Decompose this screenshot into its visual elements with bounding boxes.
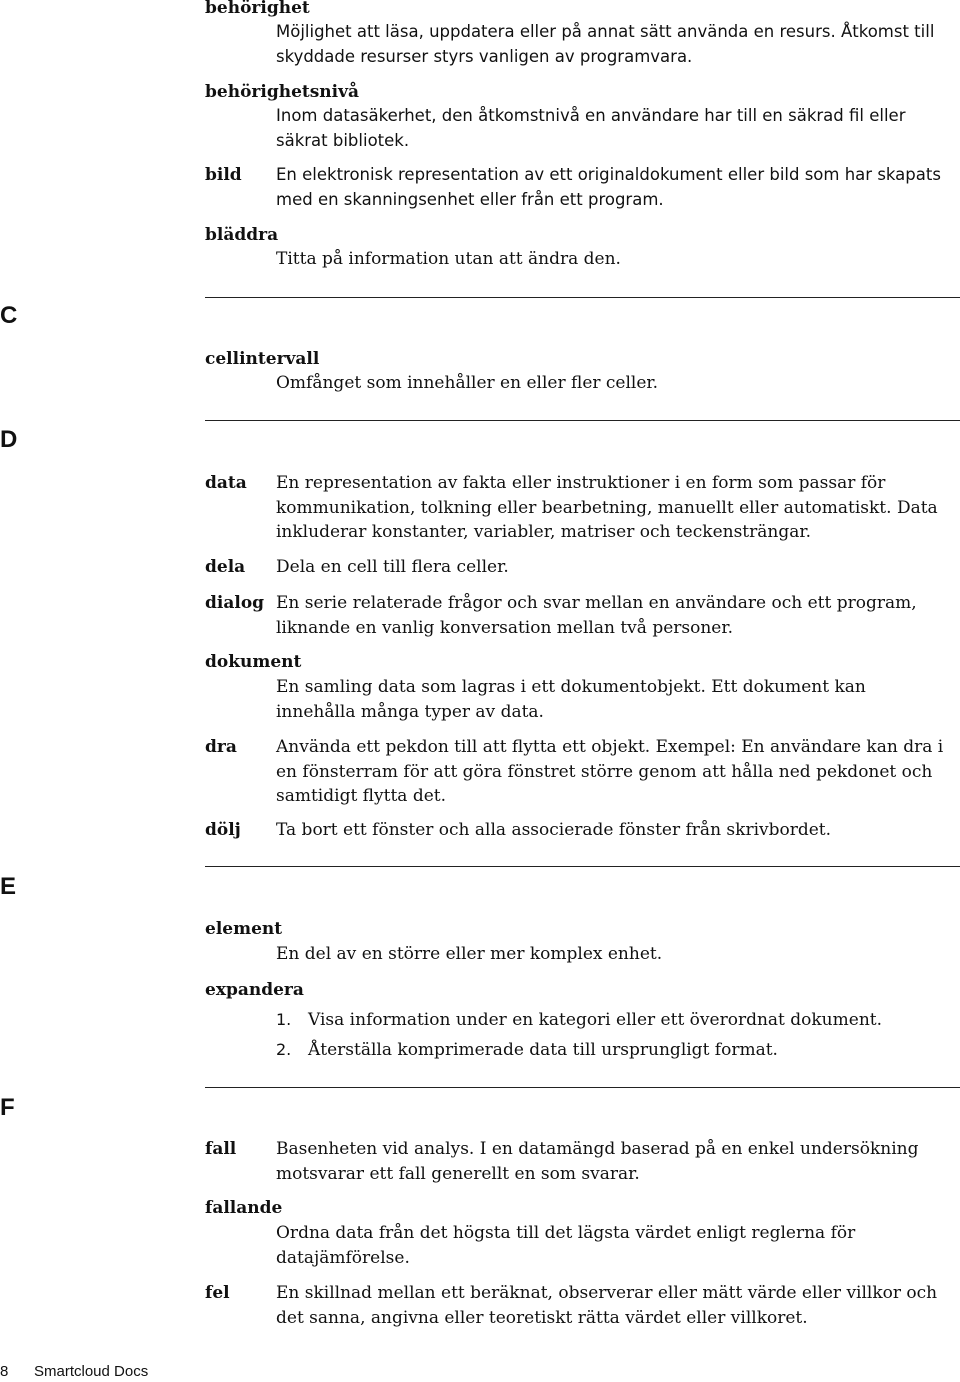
section-divider-c	[205, 297, 960, 298]
list-item-number: 2.	[276, 1040, 292, 1059]
definition-dela: Dela en cell till flera celler.	[276, 557, 509, 577]
section-divider-e	[205, 866, 960, 867]
term-element: element	[205, 919, 283, 939]
section-letter-c: C	[0, 302, 18, 329]
list-item-text: Visa information under en kategori eller ett överordnat dokument.	[308, 1010, 882, 1030]
page-number: 8	[0, 1363, 9, 1380]
term-dolj: dölj	[205, 820, 241, 840]
definition-fel: En skillnad mellan ett beräknat, observerar eller mätt värde eller villkor och det sanna, angivna eller teoretiskt rätta värdet eller villkoret.	[276, 1283, 938, 1328]
section-divider-f	[205, 1087, 960, 1088]
term-dokument: dokument	[205, 652, 302, 672]
list-item	[276, 1008, 882, 1032]
definition-behorighetsniva: Inom datasäkerhet, den åtkomstnivå en användare har till en säkrad fil eller säkrat bibliotek.	[276, 106, 906, 150]
term-dela: dela	[205, 557, 246, 577]
term-data: data	[205, 473, 247, 493]
term-behorighetsniva: behörighetsnivå	[205, 82, 360, 102]
definition-dokument: En samling data som lagras i ett dokumentobjekt. Ett dokument kan innehålla många typer av data.	[276, 677, 866, 722]
term-fallande: fallande	[205, 1198, 283, 1218]
page-footer	[0, 1362, 148, 1382]
definition-fall: Basenheten vid analys. I en datamängd baserad på en enkel undersökning motsvarar ett fall generellt en som svarar.	[276, 1139, 919, 1184]
term-dra: dra	[205, 737, 237, 757]
term-fel: fel	[205, 1283, 230, 1303]
section-divider-d	[205, 420, 960, 421]
definition-behorighet: Möjlighet att läsa, uppdatera eller på annat sätt använda en resurs. Åtkomst till skyddade resurser styrs vanligen av programvara.	[276, 22, 935, 66]
definition-bild: En elektronisk representation av ett originaldokument eller bild som har skapats med en skanningsenhet eller från ett program.	[276, 165, 941, 209]
definition-dialog: En serie relaterade frågor och svar mellan en användare och ett program, liknande en vanlig konversation mellan två personer.	[276, 593, 917, 638]
list-item	[276, 1038, 778, 1062]
definition-data: En representation av fakta eller instruktioner i en form som passar för kommunikation, tolkning eller bearbetning, manuellt eller automatiskt. Data inkluderar konstanter, variabler, matriser och teckensträngar.	[276, 473, 938, 542]
definition-dolj: Ta bort ett fönster och alla associerade fönster från skrivbordet.	[276, 820, 832, 840]
term-cellintervall: cellintervall	[205, 349, 320, 369]
term-bild: bild	[205, 165, 242, 185]
term-behorighet: behörighet	[205, 0, 310, 18]
list-item-text: Återställa komprimerade data till ursprungligt format.	[308, 1040, 778, 1060]
definition-dra: Använda ett pekdon till att flytta ett objekt. Exempel: En användare kan dra i en fönsterram för att göra fönstret större genom att hålla ned pekdonet och samtidigt flytta det.	[276, 737, 944, 806]
definition-cellintervall: Omfånget som innehåller en eller fler celler.	[276, 373, 659, 393]
list-item-number: 1.	[276, 1010, 292, 1029]
section-letter-d: D	[0, 426, 18, 453]
term-dialog: dialog	[205, 593, 265, 613]
definition-fallande: Ordna data från det högsta till det lägsta värdet enligt reglerna för datajämförelse.	[276, 1223, 856, 1268]
term-fall: fall	[205, 1139, 237, 1159]
definition-element: En del av en större eller mer komplex enhet.	[276, 944, 663, 964]
term-bladdra: bläddra	[205, 225, 279, 245]
definition-bladdra: Titta på information utan att ändra den.	[276, 249, 621, 269]
section-letter-e: E	[0, 873, 17, 900]
term-expandera: expandera	[205, 980, 304, 1000]
section-letter-f: F	[0, 1094, 15, 1121]
footer-title: Smartcloud Docs	[34, 1363, 149, 1380]
